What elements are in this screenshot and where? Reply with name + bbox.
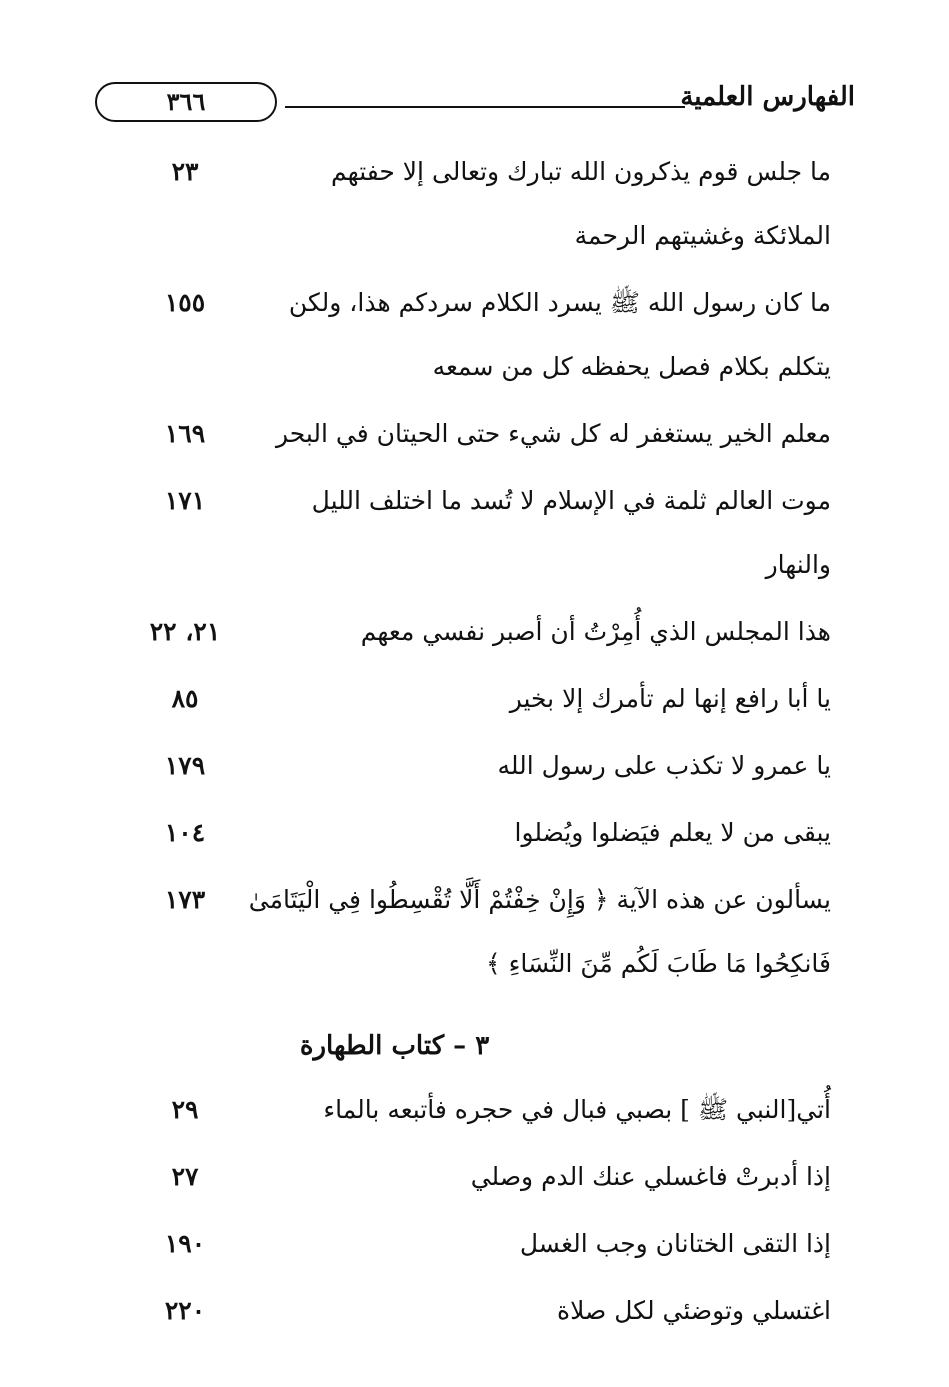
entry-text-line: يتكلم بكلام فصل يحفظه كل من سمعه [432,352,831,381]
entry-text-line: موت العالم ثلمة في الإسلام لا تُسد ما اختلف الليل [311,486,831,515]
entry-text-line: هذا المجلس الذي أُمِرْتُ أن أصبر نفسي معهم [360,617,831,646]
entry-text-line: يبقى من لا يعلم فيَضلوا ويُضلوا [514,818,831,847]
index-entries [0,140,949,1346]
entry-page-ref: ١٧٩ [164,751,206,780]
entry-text-line: اغتسلي وتوضئي لكل صلاة [557,1296,831,1325]
entry-page-ref: ٨٥ [171,684,199,713]
index-entry [0,469,949,597]
running-title: الفهارس العلمية [680,82,855,112]
entry-page-ref: ٢١، ٢٢ [149,617,221,646]
page-number: ٣٦٦ [95,82,277,122]
index-entry [0,271,949,399]
entry-text-line: أُتي[النبي ﷺ ] بصبي فبال في حجره فأتبعه بالماء [323,1095,831,1124]
entry-text-line: معلم الخير يستغفر له كل شيء حتى الحيتان في البحر [275,419,831,448]
index-entry [0,868,949,996]
index-entry [0,1078,949,1142]
entry-text-line: إذا التقى الختانان وجب الغسل [519,1229,831,1258]
index-entry [0,801,949,865]
entry-text-line: يا أبا رافع إنها لم تأمرك إلا بخير [509,684,831,713]
index-entry [0,734,949,798]
entry-text-line: فَانكِحُوا مَا طَابَ لَكُم مِّنَ النِّسَاءِ ﴾ [486,949,831,978]
entry-page-ref: ٢٧ [171,1162,199,1191]
entry-text-line: ما كان رسول الله ﷺ يسرد الكلام سردكم هذا، ولكن [288,288,831,317]
taharah-index-group [0,1078,949,1343]
page-header [95,82,855,124]
entry-text-line: والنهار [765,550,831,579]
index-entry [0,402,949,466]
entry-text-line: يسألون عن هذه الآية ﴿ وَإِنْ خِفْتُمْ أَلَّا تُقْسِطُوا فِي الْيَتَامَىٰ [248,885,831,914]
index-entry [0,1212,949,1276]
index-entry [0,140,949,268]
entry-page-ref: ١٩٠ [164,1229,206,1258]
index-entry [0,667,949,731]
entry-page-ref: ١٦٩ [164,419,206,448]
entry-page-ref: ١٠٤ [164,818,206,847]
entry-page-ref: ٢٢٠ [164,1296,206,1325]
entry-page-ref: ٢٩ [171,1095,199,1124]
entry-page-ref: ١٧١ [164,486,206,515]
index-entry [0,600,949,664]
index-entry [0,1145,949,1209]
entry-text-line: الملائكة وغشيتهم الرحمة [574,221,831,250]
header-rule [285,106,685,108]
index-entry [0,1279,949,1343]
entry-page-ref: ١٥٥ [164,288,206,317]
entry-page-ref: ١٧٣ [164,885,206,914]
hadith-index-group [0,140,949,996]
entry-text-line: إذا أدبرتْ فاغسلي عنك الدم وصلي [470,1162,831,1191]
entry-text-line: ما جلس قوم يذكرون الله تبارك وتعالى إلا حفتهم [331,157,831,186]
entry-text-line: يا عمرو لا تكذب على رسول الله [497,751,831,780]
entry-page-ref: ٢٣ [171,157,199,186]
section-heading: ٣ – كتاب الطهارة [299,1031,490,1061]
